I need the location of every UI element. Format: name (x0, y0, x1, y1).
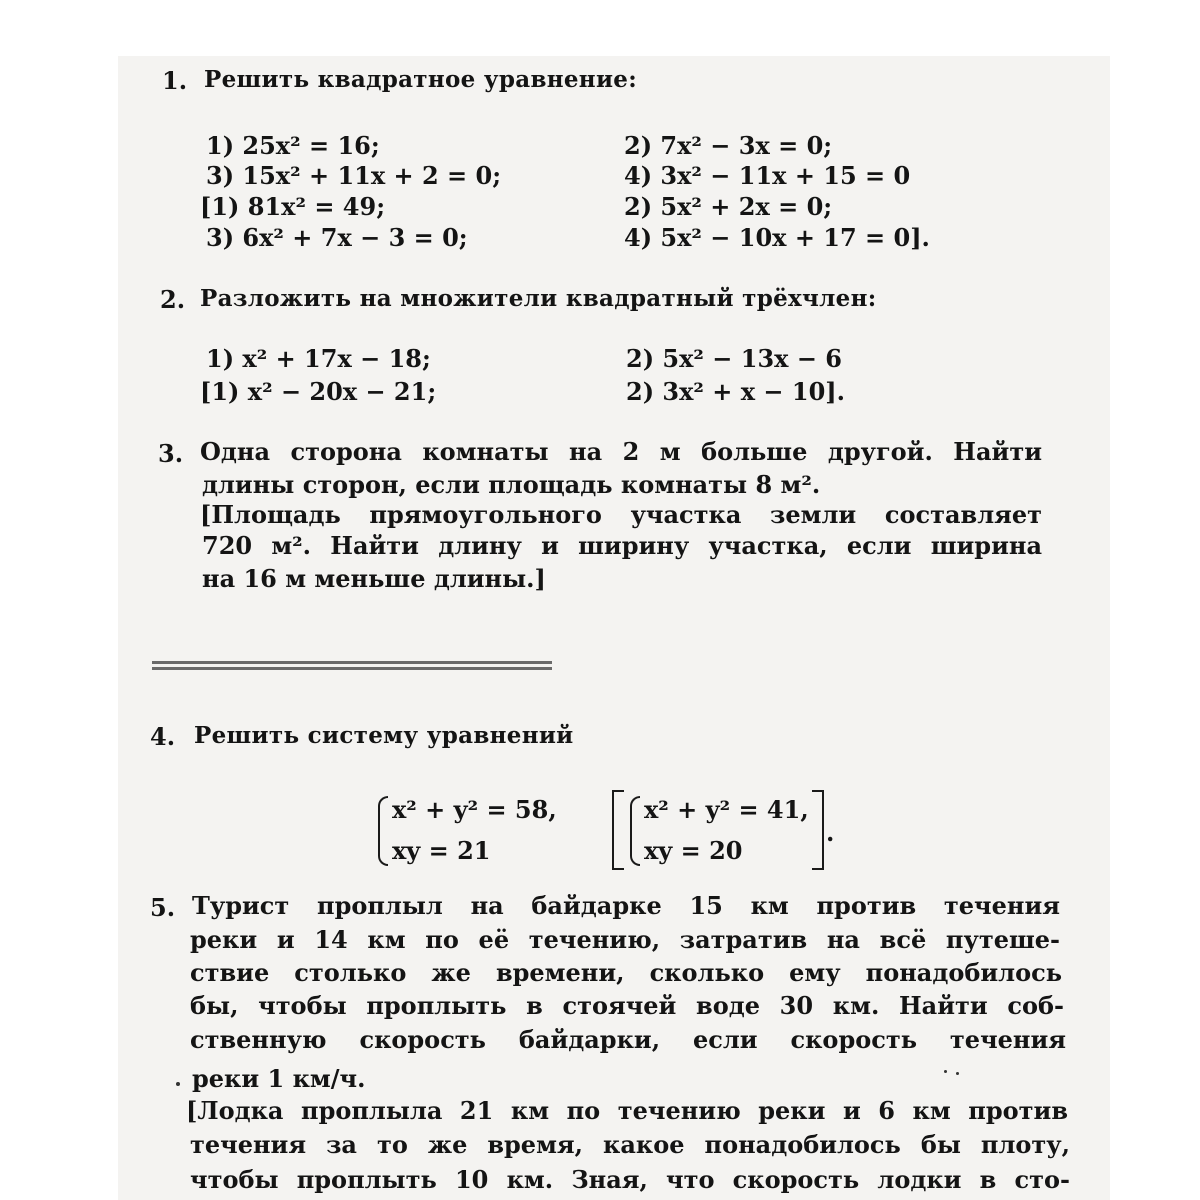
task2-number: 2. (160, 285, 186, 314)
task3-line-5: на 16 м меньше длины.] (202, 564, 546, 593)
task5-line-7: [Лодка проплыла 21 км по течению реки и 6 км против (186, 1096, 1068, 1125)
task5-line-9: чтобы проплыть 10 км. Зная, что скорость лодки в сто- (190, 1165, 1070, 1194)
task1-heading: Решить квадратное уравнение: (204, 66, 638, 93)
system1-equation-1: x² + y² = 58, (392, 795, 557, 824)
task1-item-7: 3) 6x² + 7x − 3 = 0; (206, 223, 468, 252)
task5-number: 5. (150, 893, 176, 922)
scan-speck (176, 1082, 180, 1086)
task5-line-6: реки 1 км/ч. (192, 1064, 366, 1093)
task5-line-8: течения за то же время, какое понадобилось бы плоту, (190, 1130, 1070, 1159)
task3-line-3: [Площадь прямоугольного участка земли составляет (200, 500, 1042, 529)
task3-line-2: длины сторон, если площадь комнаты 8 м². (202, 470, 821, 499)
system2-left-bracket (612, 790, 624, 870)
system2-period: . (826, 818, 835, 847)
task1-number: 1. (162, 66, 188, 95)
task2-item-2: 2) 5x² − 13x − 6 (626, 344, 842, 373)
task2-item-1: 1) x² + 17x − 18; (206, 344, 431, 373)
task5-line-3: ствие столько же времени, сколько ему понадобилось (190, 958, 1062, 987)
system2-equation-2: xy = 20 (644, 836, 743, 865)
system2-equation-1: x² + y² = 41, (644, 795, 809, 824)
task1-item-4: 4) 3x² − 11x + 15 = 0 (624, 161, 911, 190)
task1-item-3: 3) 15x² + 11x + 2 = 0; (206, 161, 502, 190)
section-divider-bottom (152, 667, 552, 670)
task1-item-2: 2) 7x² − 3x = 0; (624, 131, 833, 160)
task2-item-4: 2) 3x² + x − 10]. (626, 377, 845, 406)
scan-speck (956, 1072, 959, 1075)
task4-heading: Решить систему уравнений (194, 722, 574, 749)
task2-item-3: [1) x² − 20x − 21; (200, 377, 437, 406)
task3-line-4: 720 м². Найти длину и ширину участка, если ширина (202, 531, 1042, 560)
task2-heading: Разложить на множители квадратный трёхчлен: (200, 285, 877, 312)
task1-item-1: 1) 25x² = 16; (206, 131, 380, 160)
system2-right-bracket (812, 790, 824, 870)
task5-line-5: ственную скорость байдарки, если скорость течения (190, 1025, 1066, 1054)
task3-number: 3. (158, 439, 184, 468)
task1-item-6: 2) 5x² + 2x = 0; (624, 192, 833, 221)
task3-line-1: Одна сторона комнаты на 2 м больше другой. Найти (200, 437, 1042, 466)
section-divider-top (152, 661, 552, 664)
task4-number: 4. (150, 722, 176, 751)
system1-brace (378, 796, 388, 866)
scan-speck (944, 1070, 947, 1073)
task5-line-4: бы, чтобы проплыть в стоячей воде 30 км. Найти соб- (190, 991, 1064, 1020)
system1-equation-2: xy = 21 (392, 836, 491, 865)
task5-line-1: Турист проплыл на байдарке 15 км против течения (192, 891, 1060, 920)
task5-line-2: реки и 14 км по её течению, затратив на всё путеше- (190, 925, 1060, 954)
system2-brace (630, 796, 640, 866)
task1-item-5: [1) 81x² = 49; (200, 192, 386, 221)
task1-item-8: 4) 5x² − 10x + 17 = 0]. (624, 223, 930, 252)
